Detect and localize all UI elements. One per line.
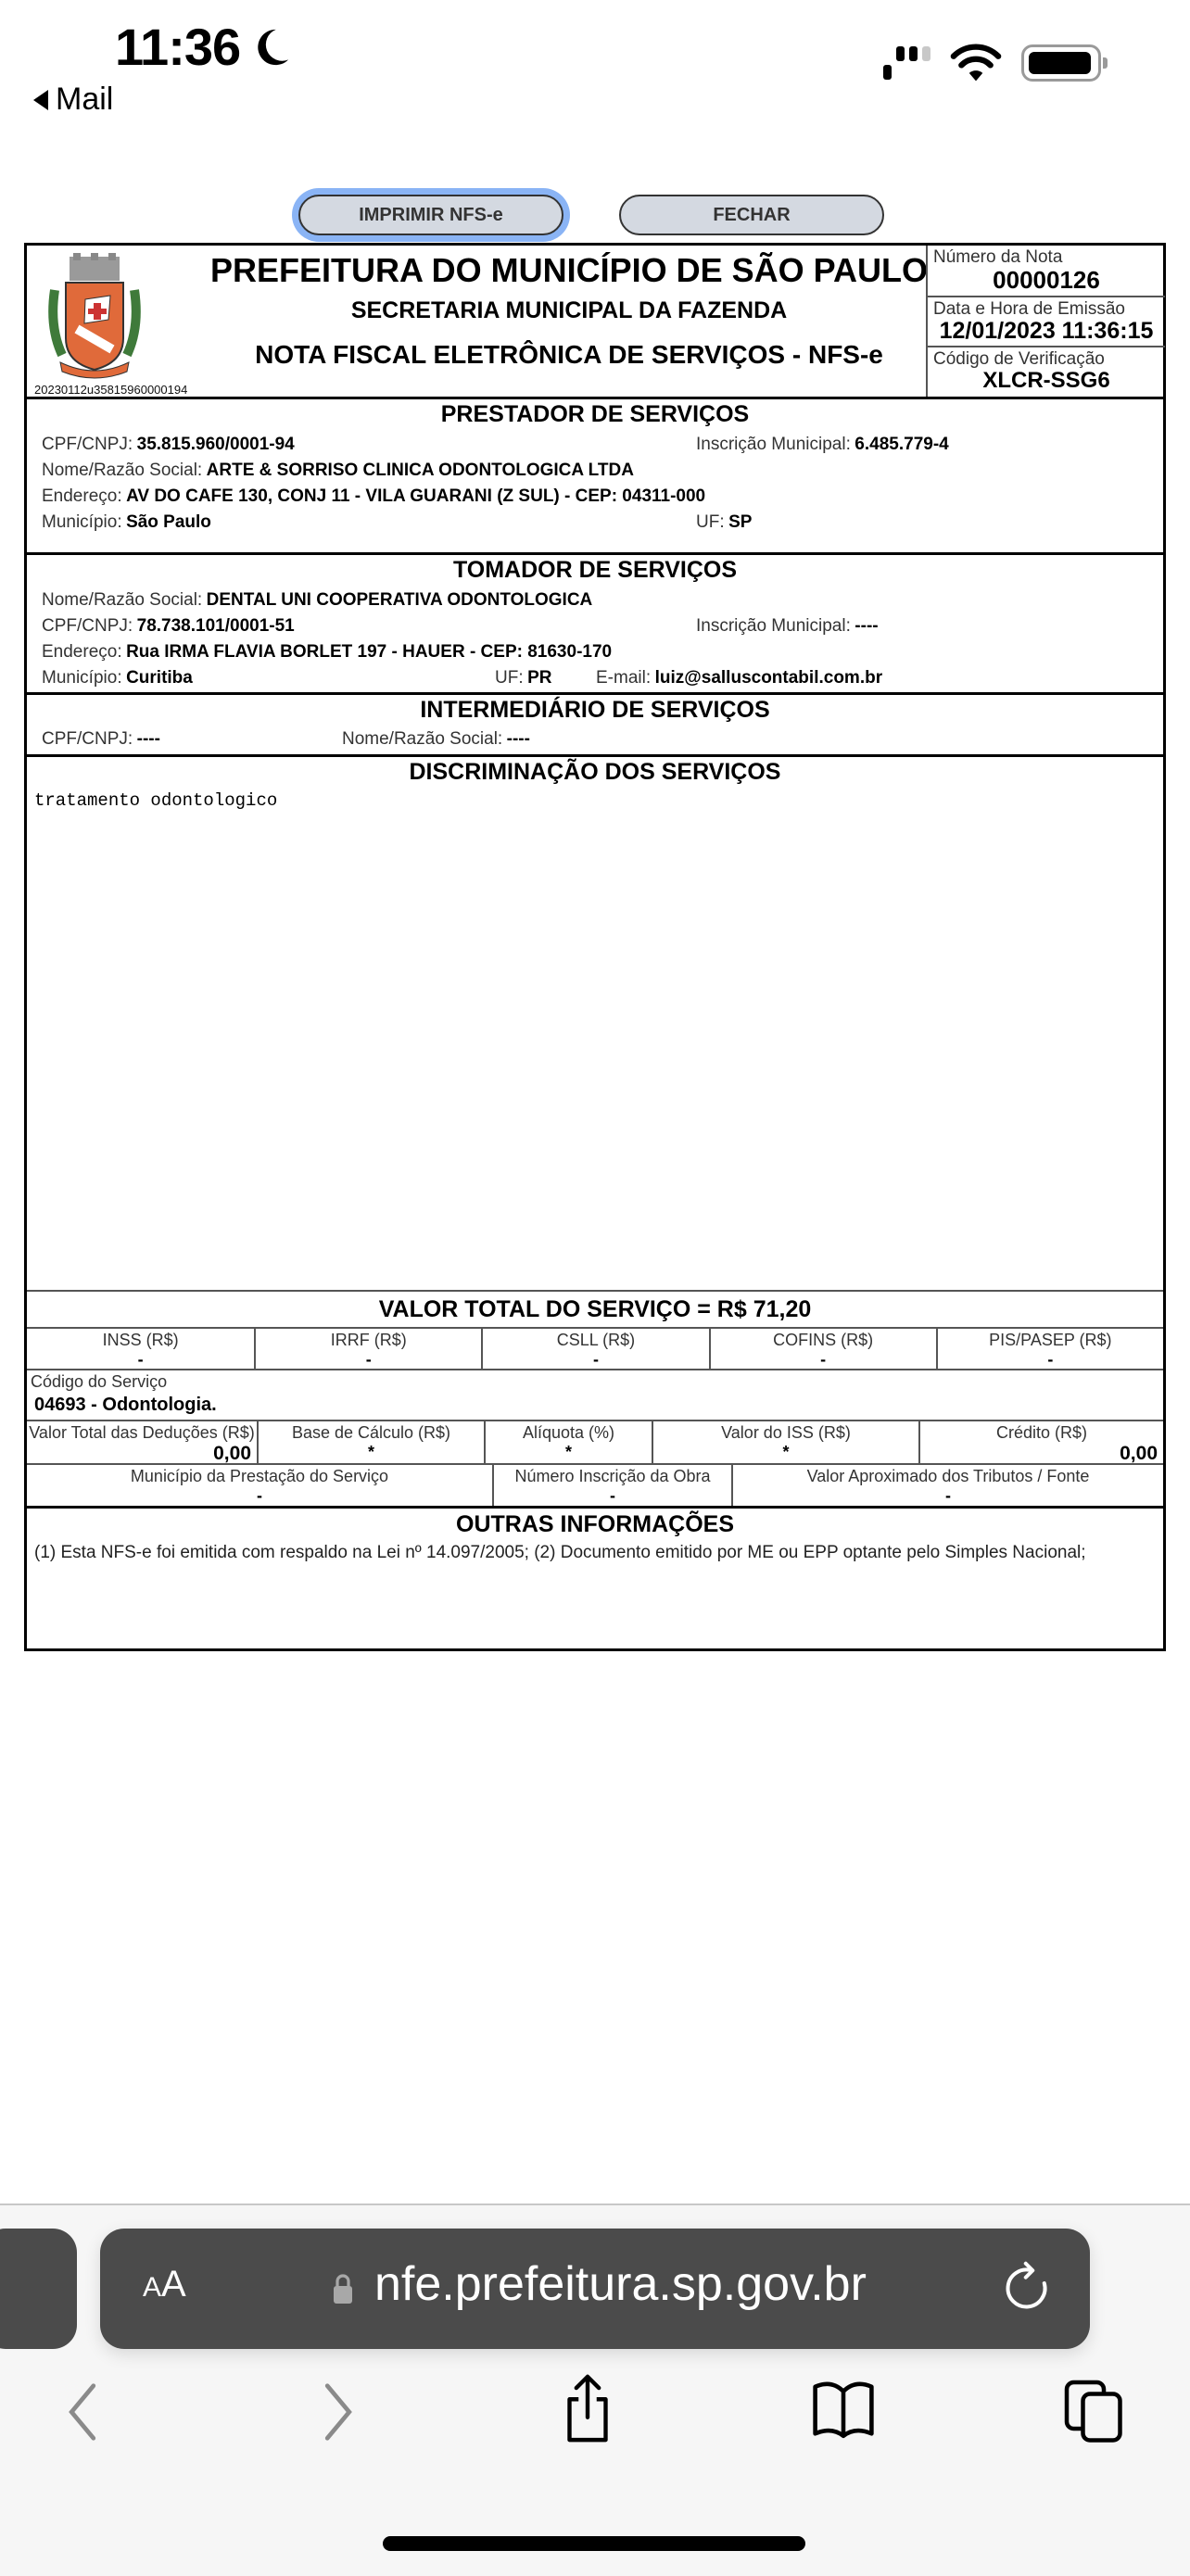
- back-label: Mail: [56, 82, 114, 117]
- previous-tab[interactable]: [0, 2229, 77, 2349]
- tomador-inscricao: [696, 616, 879, 637]
- discriminacao-text: tratamento odontologico: [34, 790, 278, 811]
- nfse-document: [24, 243, 1166, 1651]
- prestador-title: PRESTADOR DE SERVIÇOS: [440, 401, 750, 427]
- label: INSS (R$): [102, 1331, 179, 1349]
- base-calculo: [257, 1421, 484, 1465]
- value: 0,00: [1120, 1443, 1158, 1464]
- wifi-icon: [949, 43, 1003, 83]
- print-nfse-button[interactable]: IMPRIMIR NFS-e: [298, 195, 563, 235]
- label: IRRF (R$): [330, 1331, 407, 1349]
- label: Município:: [42, 668, 122, 688]
- bookmarks-icon[interactable]: [808, 2380, 879, 2441]
- municipio-prestacao: [27, 1465, 492, 1508]
- credito: [918, 1421, 1163, 1465]
- value: ----: [136, 729, 160, 749]
- back-icon[interactable]: [59, 2381, 106, 2443]
- value: -: [1047, 1350, 1054, 1369]
- value: AV DO CAFE 130, CONJ 11 - VILA GUARANI (Z SUL) - CEP: 04311-000: [126, 486, 706, 506]
- value[interactable]: luiz@salluscontabil.com.br: [654, 668, 883, 688]
- prestador-cnpj: [42, 435, 295, 455]
- value: -: [365, 1350, 372, 1369]
- codigo-servico-label: Código do Serviço: [31, 1372, 168, 1391]
- retencao-irrf: [254, 1329, 481, 1370]
- label: Valor Aproximado dos Tributos / Fonte: [806, 1467, 1090, 1485]
- intermediario-nome: [342, 729, 530, 750]
- valor-iss: [652, 1421, 918, 1465]
- value: PR: [527, 668, 552, 688]
- inscricao-obra: [492, 1465, 731, 1508]
- label: Município:: [42, 512, 122, 532]
- back-triangle-icon: [33, 90, 48, 110]
- label: UF:: [696, 512, 725, 532]
- home-indicator[interactable]: [383, 2536, 805, 2551]
- label: Inscrição Municipal:: [696, 616, 851, 636]
- outras-text: (1) Esta NFS-e foi emitida com respaldo na Lei nº 14.097/2005; (2) Documento emitido por ME ou EPP optante pelo Simples Nacional;: [34, 1543, 1086, 1562]
- value: São Paulo: [126, 512, 211, 532]
- tomador-endereco: [42, 642, 612, 663]
- reload-icon[interactable]: [999, 2260, 1055, 2316]
- label: Valor Total das Deduções (R$): [29, 1423, 255, 1442]
- retencao-pis-pasep: [936, 1329, 1163, 1370]
- moon-icon: [249, 26, 292, 69]
- reader-aa-button[interactable]: AA: [143, 2264, 186, 2305]
- label: PIS/PASEP (R$): [989, 1331, 1112, 1349]
- numero-nota-label: Número da Nota: [933, 247, 1063, 267]
- value: -: [610, 1486, 615, 1505]
- label: Endereço:: [42, 486, 122, 506]
- forward-icon[interactable]: [315, 2381, 361, 2443]
- codigo-verificacao-label: Código de Verificação: [933, 349, 1105, 369]
- valor-total: VALOR TOTAL DO SERVIÇO = R$ 71,20: [378, 1296, 812, 1322]
- retencao-inss: [27, 1329, 254, 1370]
- numero-nota: [928, 246, 1165, 296]
- tabs-icon[interactable]: [1062, 2378, 1127, 2443]
- value: -: [137, 1350, 144, 1369]
- calculo-grid: [27, 1420, 1163, 1465]
- label: CPF/CNPJ:: [42, 435, 133, 454]
- value: ----: [855, 616, 879, 636]
- close-button[interactable]: FECHAR: [619, 195, 884, 235]
- value: *: [564, 1443, 572, 1461]
- local-grid: [27, 1463, 1163, 1508]
- retencoes-grid: [27, 1327, 1163, 1370]
- secretaria-subtitle: SECRETARIA MUNICIPAL DA FAZENDA: [350, 297, 788, 323]
- value: ARTE & SORRISO CLINICA ODONTOLOGICA LTDA: [206, 461, 634, 480]
- retencao-csll: [481, 1329, 708, 1370]
- tomador-nome: [42, 590, 592, 611]
- prestador-endereco: [42, 486, 705, 507]
- nfse-doc-type: NOTA FISCAL ELETRÔNICA DE SERVIÇOS - NFS-e: [255, 340, 883, 369]
- divider: [27, 397, 1163, 399]
- safari-toolbar: [0, 2203, 1190, 2576]
- label: Município da Prestação do Serviço: [130, 1467, 389, 1485]
- crest-code: 20230112u35815960000194: [34, 383, 188, 397]
- divider: [27, 552, 1163, 555]
- prefeitura-title: PREFEITURA DO MUNICÍPIO DE SÃO PAULO: [209, 251, 929, 289]
- label: COFINS (R$): [773, 1331, 874, 1349]
- label: Crédito (R$): [995, 1423, 1088, 1442]
- url-text[interactable]: nfe.prefeitura.sp.gov.br: [374, 2257, 867, 2311]
- prestador-inscricao: [696, 435, 949, 455]
- label: Nome/Razão Social:: [342, 729, 503, 749]
- discriminacao-title: DISCRIMINAÇÃO DOS SERVIÇOS: [409, 759, 781, 785]
- label: CPF/CNPJ:: [42, 616, 133, 636]
- value: 78.738.101/0001-51: [136, 616, 295, 636]
- divider: [27, 1506, 1163, 1509]
- outras-title: OUTRAS INFORMAÇÕES: [456, 1511, 734, 1537]
- label: CPF/CNPJ:: [42, 729, 133, 749]
- tomador-municipio: [42, 668, 193, 688]
- prestador-uf: [696, 512, 752, 533]
- divider: [27, 692, 1163, 695]
- status-time: [115, 17, 292, 77]
- tomador-cnpj: [42, 616, 295, 637]
- label: UF:: [495, 668, 524, 688]
- label: Inscrição Municipal:: [696, 435, 851, 454]
- label: CSLL (R$): [556, 1331, 636, 1349]
- deducoes: [27, 1421, 257, 1465]
- divider: [27, 754, 1163, 757]
- data-emissao-value: 12/01/2023 11:36:15: [939, 318, 1154, 344]
- value: 0,00: [213, 1443, 251, 1464]
- lock-icon: [332, 2273, 354, 2305]
- value: 35.815.960/0001-94: [136, 435, 295, 454]
- prestador-municipio: [42, 512, 211, 533]
- value: DENTAL UNI COOPERATIVA ODONTOLOGICA: [206, 590, 593, 610]
- sao-paulo-crest-icon: [44, 253, 146, 383]
- document-header: [27, 246, 1163, 397]
- address-bar[interactable]: [100, 2229, 1090, 2349]
- tomador-email: [596, 668, 882, 688]
- aliquota: [484, 1421, 652, 1465]
- intermediario-title: INTERMEDIÁRIO DE SERVIÇOS: [420, 697, 770, 723]
- value: *: [367, 1443, 374, 1461]
- status-icons: [883, 43, 1101, 83]
- value: *: [782, 1443, 790, 1461]
- label: Nome/Razão Social:: [42, 590, 203, 610]
- value: -: [592, 1350, 599, 1369]
- label: Alíquota (%): [522, 1423, 615, 1442]
- codigo-servico-value: 04693 - Odontologia.: [34, 1395, 217, 1415]
- tomador-title: TOMADOR DE SERVIÇOS: [452, 557, 738, 583]
- battery-icon: [1021, 44, 1101, 82]
- label: E-mail:: [596, 668, 652, 688]
- label: Endereço:: [42, 642, 122, 662]
- tributos-aproximados: [731, 1465, 1163, 1508]
- data-emissao: [928, 296, 1165, 347]
- value: -: [820, 1350, 827, 1369]
- clock: 11:36: [115, 18, 241, 76]
- divider: [27, 1290, 1163, 1292]
- label: Base de Cálculo (R$): [291, 1423, 451, 1442]
- prestador-nome: [42, 461, 634, 481]
- numero-nota-value: 00000126: [993, 266, 1100, 294]
- codigo-verificacao: [928, 346, 1165, 398]
- codigo-verificacao-value: XLCR-SSG6: [982, 368, 1110, 393]
- label: Número Inscrição da Obra: [514, 1467, 711, 1485]
- label: Nome/Razão Social:: [42, 461, 203, 480]
- value: Rua IRMA FLAVIA BORLET 197 - HAUER - CEP: 81630-170: [126, 642, 613, 662]
- back-to-mail-button[interactable]: [33, 82, 113, 118]
- nota-info-box: [926, 246, 1165, 397]
- label: Valor do ISS (R$): [721, 1423, 851, 1442]
- value: 6.485.779-4: [855, 435, 949, 454]
- share-icon[interactable]: [560, 2372, 615, 2444]
- value: Curitiba: [126, 668, 193, 688]
- retencao-cofins: [709, 1329, 936, 1370]
- value: -: [257, 1486, 262, 1505]
- intermediario-cnpj: [42, 729, 160, 750]
- tomador-uf: [495, 668, 551, 688]
- codigo-servico: [27, 1369, 1163, 1421]
- value: -: [945, 1486, 951, 1505]
- data-emissao-label: Data e Hora de Emissão: [933, 299, 1125, 319]
- cellular-signal-icon: [883, 46, 930, 80]
- value: SP: [728, 512, 753, 532]
- value: ----: [506, 729, 530, 749]
